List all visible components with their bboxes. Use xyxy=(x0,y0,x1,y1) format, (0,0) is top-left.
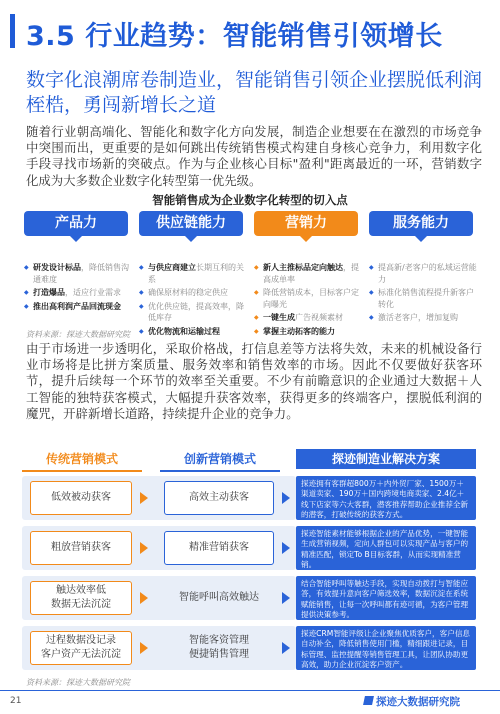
capability-item xyxy=(254,287,366,310)
capability-item xyxy=(369,262,481,285)
capability-item xyxy=(139,262,251,285)
capability-item-highlight: 掌握主动拓客的能力 xyxy=(263,326,335,336)
brand-name: 探迹大数据研究院 xyxy=(376,696,460,708)
solution-cell: 探迹智能素材能够根据企业的产品优势，一键智能生成营销视频，定向人群包可以实现产品与客户的精准匹配，锁定To B目标客群，从而实现精准营销。 xyxy=(296,526,476,570)
capability-item-text: 广告视频素材 xyxy=(295,313,343,322)
capability-item xyxy=(254,312,366,324)
capability-item-highlight: 优化物流和运输过程 xyxy=(148,326,220,336)
capability-item-list xyxy=(139,262,251,339)
capability-item xyxy=(254,262,366,285)
capability-item xyxy=(139,287,251,299)
traditional-mode-header: 传统营销模式 xyxy=(45,452,118,466)
page-footer xyxy=(0,690,500,714)
solution-cell: 结合智能呼叫等触达手段，实现自动拨打与智能应答，有效提升意向客户筛选效率，数据沉淀在系统赋能销售，让每一次呼叫都有迹可循，为客户管理提供决策参考。 xyxy=(296,576,476,620)
intro-paragraph: 随着行业朝高端化、智能化和数字化方向发展，制造企业想要在在激烈的市场竞争中突围而出，更重要的是如何跳出传统销售模式构建自身核心竞争力，利用数字化手段寻找市场新的突破点。作为与企业核心目标"盈利"距离最近的一环，营销数字化成为大多数企业数字化转型第一优先级。 xyxy=(26,124,482,188)
capability-item-text: 确保原材料的稳定供应 xyxy=(148,288,228,297)
capability-item-text: ，提高成单率 xyxy=(263,263,359,284)
page-title: 3.5 行业趋势：智能销售引领增长 xyxy=(26,21,443,52)
header-accent-bar xyxy=(10,14,15,48)
innovative-mode-cell: 高效主动获客 xyxy=(164,481,274,515)
innovative-mode-cell: 智能呼叫高效触达 xyxy=(179,592,259,603)
capability-item xyxy=(369,287,481,310)
solution-cell: 探迹拥有客群超800万＋内外贸厂家、1500万＋渠道卖家、190万＋国内跨境电商卖家、2.4亿＋线下店家等六大客群，潜客推荐帮助企业推荐全新的潜客，打破传统的获客方式。 xyxy=(296,476,476,520)
innovative-mode-header: 创新营销模式 xyxy=(183,452,256,466)
page-header xyxy=(0,0,500,62)
row-arrow-icon xyxy=(140,592,148,604)
diagram-title: 智能销售成为企业数字化转型的切入点 xyxy=(152,193,348,207)
capability-item-list xyxy=(254,262,366,339)
capability-item-text: ，适应行业需求 xyxy=(65,288,121,297)
traditional-mode-cell: 粗放营销获客 xyxy=(30,531,132,565)
capability-item xyxy=(24,301,136,313)
traditional-mode-cell: 过程数据没记录 客户资产无法沉淀 xyxy=(30,631,132,665)
row-arrow-icon xyxy=(282,592,290,604)
capability-item-text: ，降低销售沟通难度 xyxy=(33,263,129,284)
row-arrow-icon xyxy=(282,542,290,554)
page-number: 21 xyxy=(10,696,22,706)
capability-item xyxy=(254,326,366,338)
capability-item-highlight: 一键生成 xyxy=(263,313,295,322)
capability-item-highlight: 研发设计标品 xyxy=(33,263,81,272)
row-arrow-icon xyxy=(282,642,290,654)
capability-tab: 服务能力 xyxy=(369,211,473,236)
page-subtitle: 数字化浪潮席卷制造业，智能销售引领企业摆脱低利润桎梏，勇闯新增长之道 xyxy=(26,69,483,116)
capability-item-text: 提高新/老客户的私域运营能力 xyxy=(378,263,477,284)
traditional-mode-cell: 低效被动获客 xyxy=(30,481,132,515)
capability-item-highlight: 与供应商建立 xyxy=(148,263,196,272)
capability-item-highlight: 新人主推标品定向触达 xyxy=(263,263,343,272)
innovative-mode-cell: 精准营销获客 xyxy=(164,531,274,565)
capability-tab: 供应链能力 xyxy=(139,211,243,236)
comparison-source: 资料来源：探迹大数据研究院 xyxy=(26,678,130,687)
footer-divider xyxy=(0,690,500,691)
capability-item-highlight: 打造爆品 xyxy=(33,288,65,297)
diagram-source: 资料来源：探迹大数据研究院 xyxy=(26,330,130,339)
innovative-header-underline xyxy=(160,470,280,472)
capability-item xyxy=(139,301,251,324)
capability-item-highlight: 推出高利润产品回流现金 xyxy=(33,301,121,311)
row-arrow-icon xyxy=(140,492,148,504)
capability-item-list xyxy=(24,262,136,314)
brand-logo-icon xyxy=(363,696,374,705)
traditional-header-underline xyxy=(22,470,142,472)
capability-item-text: 优化供应链，提高效率，降低库存 xyxy=(148,301,244,322)
capability-item-text: 激活老客户，增加复购 xyxy=(378,313,458,322)
capability-tab: 营销力 xyxy=(254,211,358,236)
capability-item xyxy=(139,326,251,338)
capability-item xyxy=(24,262,136,285)
traditional-mode-cell: 触达效率低 数据无法沉淀 xyxy=(30,581,132,615)
capability-item-text: 降低营销成本，目标客户定向曝光 xyxy=(263,288,359,309)
capability-item-list xyxy=(369,262,481,326)
solution-cell: 探迹CRM智能评级让企业聚焦优质客户，客户信息自动补全，降低销售使用门槛，精细跟进记录，目标管理、监控提醒等销售管理工具，让团队协助更高效，助力企业沉淀客户资产。 xyxy=(296,626,476,670)
row-arrow-icon xyxy=(140,542,148,554)
capability-item-text: 长期互利的关系 xyxy=(148,263,244,284)
body-paragraph: 由于市场进一步透明化，采取价格战，打信息差等方法将失效，未来的机械设备行业市场将是比拼方案质量、服务效率和销售效率的市场。因此不仅要做好获客环节，提升后续每一个环节的效率至关重要。不少有前瞻意识的企业通过大数据＋人工智能的独特获客模式，大幅提升获客效率，获得更多的终端客户，摆脱低利润的魔咒，开辟新增长道路，持续提升企业的竞争力。 xyxy=(26,341,482,421)
capability-tab: 产品力 xyxy=(24,211,128,236)
row-arrow-icon xyxy=(140,642,148,654)
solution-header: 探迹制造业解决方案 xyxy=(296,449,476,469)
capability-item xyxy=(24,287,136,299)
innovative-mode-cell: 智能客资管理 便捷销售管理 xyxy=(189,635,249,660)
capability-item xyxy=(369,312,481,324)
row-arrow-icon xyxy=(282,492,290,504)
capability-item-text: 标准化销售流程提升新客户转化 xyxy=(378,288,474,309)
